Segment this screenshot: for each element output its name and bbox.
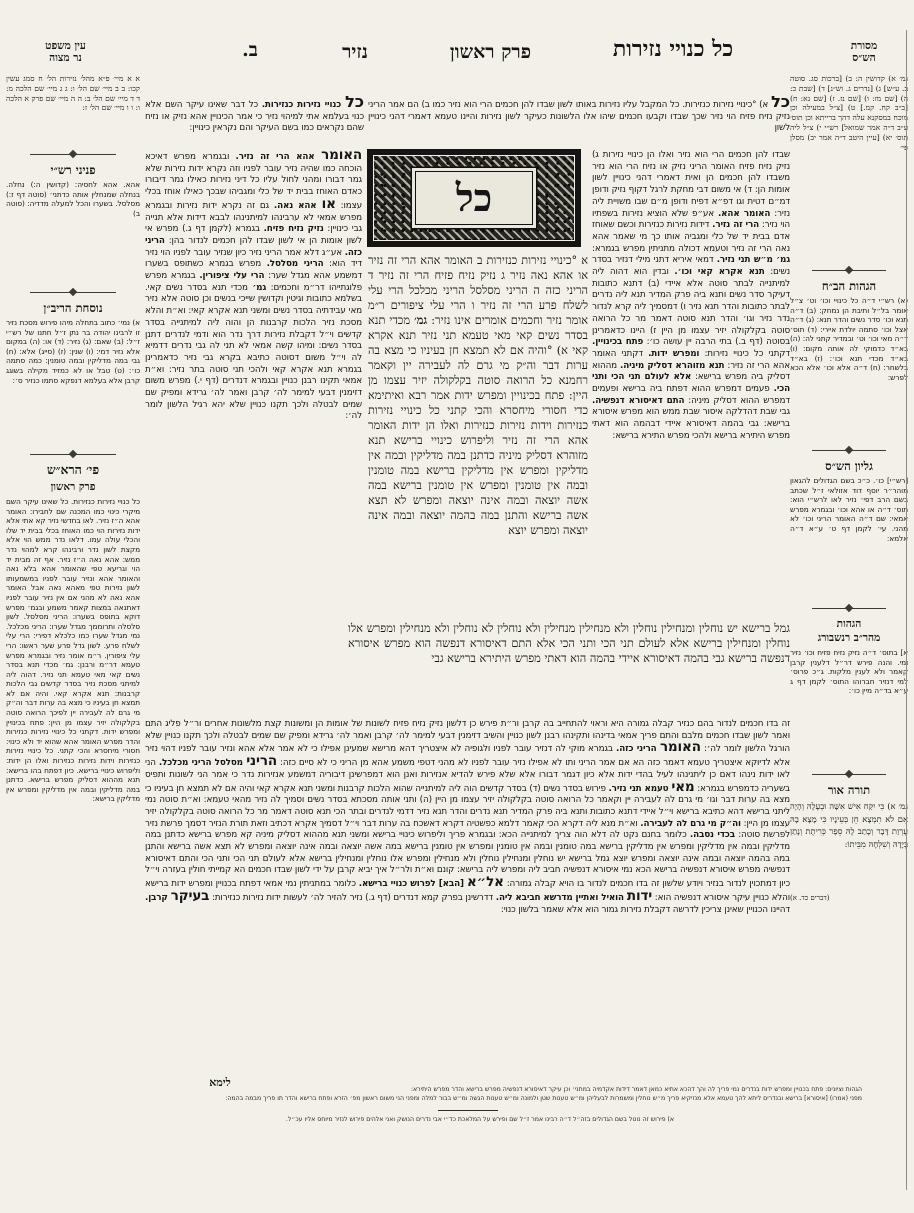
masoret-hashas-text: גמ׳ א) קדושין ה: ב) [ברכות סג. סוטה ב. ע״ש] ג) [נדרים ג. וש״נ] ד) [שבת כ: ה) [שם מז: ו) [שם נז. ז) [שם נא: ח) [ב״ב קח. קמ.] ט) [צ״ל במעילה וכן מוכח במסקנא עלה דהך ברייתא וכן תוס׳ ע״ב ד״ה אמר שמואל] רש״י י) צ״ל ליה תוס׳ יא) [עיין היטב ד״ה אמר יב) מסלן פי׳ xyxy=(790,74,908,152)
running-head-perek: פרק ראשון xyxy=(449,41,532,63)
gemara-column: א °כינויי נזירות כנזירות ב האומר אהא הרי זה נזיר או אהא נאה נזיר ג נזיק נזיח פזיח הרי זה נזיר ד הריני כזה ה הריני מסלסל הריני מכלכל הרי עלי לשלח פרע הרי זה נזיר ו הרי עלי ציפורים ר״מ אומר נזיר וחכמים אומרים אינו נזיר: גמ׳ מכדי תנא בסדר נשים קאי מאי טעמא תני נזיר תנא אקרא קאי א) °והיה אם לא תמצא חן בעיניו כי מצא בה ערות דבר וה״ק מי גרם לה לעבירה יין וקאמר רחמנא כל הרואה סוטה בקלקולה יזיר עצמו מן היין: פתח בכינויין ומפרש ידות אמר רבא ואיתימא כדי חסורי מיחסרא והכי קתני כל כינויי נזירות כנזירות וידות נזירות כנזירות ואלו הן ידות האומר אהא הרי זה נזיר וליפרוש כינויי ברישא תנא מזוהרא דסליק מיניה כדתנן במה מדליקין ובמה אין מדליקין ומפרש אין מדליקין ברישא במה טומנין ובמה אין טומנין ומפרש אין טומנין ברישא במה אשה יוצאה ובמה אינה יוצאה ומפרש לא תצא אשה ברישא והתנן במה בהמה יוצאה ובמה אינה יוצאה ומפרש יוצא xyxy=(368,254,588,537)
hagahot-habach-title: הגהות הב״ח xyxy=(821,279,877,293)
hagahot-ransburg-title xyxy=(790,617,908,645)
mishnah-ornamental-frame xyxy=(367,149,581,247)
catchword: לימא xyxy=(209,1076,231,1089)
section-divider xyxy=(16,288,130,297)
torah-or-title: תורה אור xyxy=(827,783,871,797)
page-edge-rule xyxy=(906,30,907,1190)
pninei-rashi-text: אהא. אהא לחסיה: (קדושין ה:) נחלה. בנחלה שמנחלין אותה כדתני׳ (סוטה דף ז:) מסלסל. בשערו והכל למעלה מדדיה: (סוטה ב) xyxy=(6,180,140,218)
running-head-chapter-name: כל כנויי נזירות xyxy=(612,36,734,62)
rashi-commentary-column: שבדו להן חכמים הרי הוא נזיר ואלו הן כינויי נזירות ג) נזיק נזיח פזיח האומר הריני נזיק או נזיח הרי הוא נזיר משבדו להן חכמים הן ואית דאמרי דהני כינויין לשון אומות הן: ד) אי משום דבי מחקת לרגל דקוף נזיק ודופן דמ״ם דטית וגו דפ״א דפיח ודופן מ״ם שבו משויית ליה נזיר: האומר אהא. אע״פ שלא הוציא נזירות בשפתיו הוי נזיר: הרי זה נזיר. דידות נזירות כנזירות וכשם שאוחז אדם בבית יד של כלי ומגביה אותו כך מי שאמר אהא נאה הרי זה נזיר וטעמא דכולה מתניתין מפרש בגמרא: גמ׳ מ״ש תני נזיר. דמאי איריא דתני מילי דנזיר בסדר נשים: תנא אקרא קאי וכו׳. ובדין הוא דהוה ליה למיתנייה לבתר סוטה אלא איידי (ב) דתנא כתובות דעיקר סדר נשים ותנא ביה פרק המדיר תנא ליה נדרים לבתר כתובות והדר תנא נזיר ו) דמסמיך ליה קרא לנדור נדר נזיר וגו׳ והדר תנא סוטה דאמר מר כל הרואה סוטה בקלקולה יזיר עצמו מן היין ז) היינו כדאמרינן בסוטה (דף ב.) בתי הרבה יין עושה כו׳: פתח בכינויין. דקתני כל כינויי נזירות: ומפרש ידות. דקתני האומר אהא הרי זה נזיר: תנא מזוהרא דסליק מיניה. מההוא דסליק ביה מפרש ברישא: אלא לעולם תני הכי ותני הכי. פעמים דמפרש ההוא דפתח ביה ברישא ופעמים דמפרש ההוא דסליק מיניה: התם דאיסורא דנפשיה. גבי שבת דהדלקה איסור שבת ממש הוא מפרש איסורא ברישא: גבי בהמה דאיסורא איידי דבהמה הוא דאתי מפרש היתירא ברישא ולהכי מפרש התירא ברישא: xyxy=(592,150,790,441)
tosafot-commentary-head: כל כנויי נזירות כנזירות. כל דבר שאינו עיקר השם אלא כנוי בעלמא אתי למיהוי נזיר כי אמר הכינויין אהא נזיק או נזיח שהם נקראים כמו בשם העיקר והם נקראין כינויין: xyxy=(145,96,364,134)
tosafot-wide-block: זה בדו חכמים לנדור בהם כנזיר קבלה גמורה היא וראוי להתחייב בה קרבן ור״ת פירש כן דלשון נזיק נזיח פזיח לשונות של אומות הן ומשונות קצת מלשונות אחרים ור״ל פליג התם ואמר לשון שבדו חכמים מלבם והתם פריך אמאי בדינהו ותקינהו רבנן לשון כנויין והשיב דזימנין דבעי למימר לה׳ קרבן ואמר לה׳ גרידא ומפיק שם שמים לבטלה ולכך תקנו כנויין שלא הורגל הלשון לומר לה׳: האומר הריני כזה. בגמרא מוקי לה דנזיר עובר לפניו ולגופיה לא איצטריך דהא מרישא שמעינן אפילו כי לא אמר אלא אהא ונזיר עובר לפניו דהוי נזיר אלא לדיוקא איצטריך טעמא דאמר כזה הא אם אמר הריני ותו לא אפילו נזיר עובר לפניו לא מהני דטפי משמע אהא מן הריני כי לא סיים כזה: הריני מסלסל הריני מכלכל. הני לאו ידות נינהו דאם כן ליתנינהו לעיל בהדי ידות אלא כיון דגמר דבורו אלא שלא פירש להדיא אנזירות ואנן הוא דמפרשינן דיבוריה דמשמע אנזירות נדר כי אמר הני לשונות ותפיס בשעריה כדמפרש בגמרא: מאי טעמא תני נזיר. פירוש בסדר נשים (ד) בסדר קדשים הוה ליה למיתנייה שהוא הלכות קרבנות ומשני תנא אקרא קאי והיה אם לא תמצא חן בעיניו כי מצא בה ערות דבר וגו׳ מי גרם לה לעבירה יין וקאמר כל הרואה סוטה בקלקולה יזיר עצמו מן היין (ה) ותני אותה מסכתא בסדר נשים וסמיך לה נזיר מהאי טעמא: וא״ת סוטה נמי ליתני ברישא דהא כתיבא ברישא וי״ל איידי דתנא כתובות ותנא ביה פרק המדיר תנא נדרים והדר תנא נזיר דדמי לנדרים ובתר הכי תנא סוטה דאמר מר כל הרואה סוטה בקלקולה יזיר עצמו מן היין: וה״ק מי גרם לה לעבירה. וא״ת מנא ליה דקרא הכי קאמר דלמא כפשטיה דקרא דאשכח בה ערות דבר וי״ל דסמיך אקרא דכתיב וזאת תורת הנזיר דסמך פרשת נזיר לפרשת סוטה: בכדי נסבה. כלומר בחנם נקט לה דלא הוה צריך למיתנייה הכא: ובגמרא פריך וליפרוש כינויי ברישא ומשני תנא מההוא דסליק מיניה קא מפרש ברישא כדתנן במה מדליקין ובמה אין מדליקין ומפרש אין מדליקין ברישא במה טומנין ובמה אין טומנין ומפרש אין טומנין ברישא במה אשה יוצאה ובמה אינה יוצאה ומפרש לא תצא אשה ברישא והתנן במה בהמה יוצאה ובמה אינה יוצאה ומפרש יוצא גמל ברישא יש נוחלין ומנחילין נוחלין ולא מנחילין ומפרש אלו נוחלין ומנחילין ברישא אלא לעולם תני הכי ותני הכי והתם דאיסורא דנפשיה מפרש איסורא דנפשיה ברישא הכא נמי איסורא דנפשיה חביב ליה ומפרש ליה ברישא: קונם וא״ת ולר״ל איך יביא קרבן על ידי לשון שבדו חכמים הא קמייתי חולין בעזרה וי״ל כיון דמתכוין לנדור בנזיר ויודע שלשון זה בדו חכמים לנדור בו הויא קבלה גמורה: אל״א [הבא] לפרוש כנויי ברישא. כלומר במתניתין נמי אמאי דפתח בכנויין ומפרש ידות ברישא והלא כנויין עיקר איסורא דנפשיה הוא: ידות הואיל ואתיין מדרשא חביבא ליה. דדרשינן בפרק קמא דנדרים (דף ג.) נזיר להזיר לה׳ לעשות ידות נזירות כנזירות: בעיקר קרבן. דהיינו הכנויין שאינן צריכין לדרשה דקבלת נזירות גמור הוא אלא שאמר בלשון כנוי: xyxy=(145,719,790,915)
gilyon-hashas-text: [רש״י] כו׳. כ״כ בשם הגדולים להגאון מוהר״ר יוסף דוד אזולאי ז״ל שכתב בשם הרב דפי׳ נזיר לאו לרש״י הוא: תוס׳ ד״ה או אהא וכו׳ ובגמרא מפרש אמאי: שם ד״ה האומר הריני וכו׳ לא מהני. עי׳ לקמן דף ט׳ ע״א ד״ה אלמא: xyxy=(790,476,908,543)
ein-mishpat-title-line1: עין משפט xyxy=(45,40,86,52)
pi-harosh-text: כל כנויי נזירות כנזירות. כל שאינו עיקר השם מיקרי כינוי כמו המכנה שם לחבירו: האומר אהא ה״ז נזיר. לאו בחדשי נזיר קא אתי אלא ידות נזירות הוי כמו האוחז בכלי בבית יד שלו והכלי עולה עמו. דלאו נדר ממש הוי אלא מקצת לשון נדר ורבינהו קרא למהוי נדר ממש: אהא נאה ה״ז נזיר. אף זה מבית יד הוי וגריעא טפי שהאומר אהא בלא נאה והאומר אהא ונזיר עובר לפניו במשמעותו לשון נזירות טפי מאהא נאה אבל האומר אהא נאה לא מהני אם אין נזיר עובר לפניו דאתנאה במצות קאמר משמע ובגמ׳ מפרש דוקא בתופס בשערו: הריני מסלסל. לשון סלסלה ותרוממך מגדל שערו: הריני מכלכל. נמי מגדל שערו כמו כלכלא דפירי: הרי עלי לשלח פרע. לשון גדל פרע שער ראשו: הרי עלי ציפורין. ר״מ אומר נזיר ובגמרא מפרש טעמא דר״מ ורבנן: גמ׳ מכדי תנא בסדר נשים קאי מאי טעמא תני נזיר. דהוה ליה למיתני מסכת נזיר בסדר קדשים גבי הלכות קרבנות: תנא אקרא קאי. והיה אם לא תמצא חן בעיניו כי מצא בה ערות דבר וה״ק מי גרם לה לעבירה יין לפיכך הרואה סוטה בקלקולה יזיר עצמו מן היין: פתח בכינויין ומפרש ידות. דקתני כל כינויי נזירות כנזירות והדר מפרש האומר אהא שהוא יד ולא כינוי: חסורי מיחסרא והכי קתני. כל כינויי נזירות כנזירות וידות נזירות כנזירות ואלו הן ידות: וליפרוש כינויי ברישא. כיון דפתח בהו ברישא: תנא מההוא דסליק מפרש ברישא. כדתנן במה מדליקין ובמה אין מדליקין ומפרש אין מדליקין ברישא: xyxy=(6,497,140,804)
masoret-hashas-header xyxy=(822,40,906,64)
footnote-line-1: הגהות וציונים: פתח בכנויין ומפרש ידות בנדרים נמי פריך לה והך דהכא אתיא כמאן דאמר דידות אקדמיה במתני׳ וכן עיקר דאיסורא דנפשיה מפרש ברישא והדר מפרש היתירא: xyxy=(410,1086,862,1093)
rashi-commentary-head: כל א) °כינויי נזירות כנזירות. כל המקבל עליו נזירות באותו לשון שבדו להן חכמים הרי הוא נזיר כמו ב) הם אמר הריני נזיק נזיח פזיח הוי נזיר שכך שבדו וקבעו חכמים שיהו אלו הלשונות כעיקר לשון נזירות והיינו טעמא דאמרי דהני כינויין לשון xyxy=(368,96,790,134)
hagahot-habach-text: (א) רש״י ד״ה כל כינויי וכו׳ וט׳ צ״ל אומר בל״ל ותיבת הן נמחק: (ב) ד״ה תנא וכו׳ סדר נשים והדר תנא: (ג) ד״ה אצל וכו׳ סתמה יולדת איירי: (ד) תוס׳ ד״ה מאי וכו׳ וט׳ ובמדיר קתני לה: (ה) בא״ד כדמוקי לה אותה מקום: (ו) בא״ד מכדי תנא וכו׳: (ז) בא״ד בלשחר: (ח) ד״ה אלא וכו׳ אלא הכא לפרש: xyxy=(790,296,908,382)
ein-mishpat-header xyxy=(18,40,113,64)
section-divider xyxy=(800,446,898,455)
section-divider xyxy=(800,770,898,779)
torah-or-source: (דברים כד. א) xyxy=(790,894,830,902)
left-margin-column xyxy=(6,74,140,1086)
right-margin-column xyxy=(790,74,908,919)
footnote-divider xyxy=(438,1110,498,1111)
gilyon-hashas-title: גליון הש״ס xyxy=(825,459,873,473)
ransburg-title-line1: הגהות xyxy=(836,618,862,630)
ein-mishpat-title-line2: נר מצוה xyxy=(49,52,82,64)
ransburg-title-line2: מהר״ב רנשבורג xyxy=(817,632,881,644)
section-divider xyxy=(800,266,898,275)
pi-harosh-title: פי׳ הרא״ש xyxy=(46,462,100,477)
tosafot-commentary-column: האומר אהא הרי זה נזיר. ובגמרא מפרש דאיכא הוכחה כמו שהיה נזיר עובר לפניו וזה נקרא ידות נזירות שלא גמר דבורו ומהני לחול עליו כל דיני נזירות כאילו גמר דיבורו כאדם האוחז בבית יד של כלי ומגביהו שבכך כאילו אוחז בכלי עצמו: או אהא נאה. גם זה נקרא ידות נזירות ובגמרא מפרש אמאי לא ערבינהו למיתנינהו לבבא דידות אלא תנייה גבי כינויין: נזיק נזיח פזיח. בגמרא (לקמן דף ג.) מפרש אי לשון אומות הן אי לשון שבדו להן חכמים לנדור בהן: הריני כזה. אע״ג דלא אמר הריני נזיר כיון שנזיר עובר לפניו הוי נזיר דיד הוא: הריני מסלסל. מפרש בגמרא כשתופס בשערו דמשמע אהא מגדל שער: הרי עלי ציפורין. בגמרא מפרש פלוגתייהו דר״מ וחכמים: גמ׳ מכדי תנא בסדר נשים קאי. בשלמא כתובות וגיטין וקדושין שייכי בנשים וכן סוטה אלא נזיר מאי עבידתיה בסדר נשים ומשני תנא אקרא קאי: וא״ת והלא מסכת נזיר הלכות קרבנות הן והוה ליה למיתנייה בסדר קדשים וי״ל דקבלת נזירות דרך נדר הוא ודמי לנדרים דתנן בסדר נשים: ומיהו קשה אמאי לא תני לה גבי נדרים דדמיא לה וי״ל משום דסוטה כתיבא בקרא גבי נזיר כדאמרינן בגמרא תנא אקרא קאי ולהכי תני סוטה בתר נזיר: וא״ת אמאי תקינו רבנן כנויין ובגמרא דנדרים (דף י.) מפרש משום דזימנין דבעי למימר לה׳ קרבן ואמר לה׳ גרידא ומפיק שם שמים לבטלה ולכך תקנו כנויין שלא יהא רגיל הלשון לומר לה׳: xyxy=(145,150,362,422)
masoret-title-line2: הש״ס xyxy=(852,52,876,64)
section-divider xyxy=(16,450,130,459)
gemara-wide-block: גמל ברישא יש נוחלין ומנחילין נוחלין ולא מנחילין מנחילין ולא נוחלין לא נוחלין ולא מנחילין ומפרש אלו נוחלין ומנחילין ברישא אלא לעולם תני הכי ותני הכי אלא התם דאיסורא דנפשה הוא מפרש איסורא דנפשה ברישא גבי בהמה דאיסורא איידי בהמה הוא דאתי מפרש היתירא ברישא גבי xyxy=(348,622,790,665)
footnote-line-2: מפני (אמרו) [איסורא] ברישא ובנדרים ליתא להך טעמא אלא מנזיקיא פריך מ״ש נוחלין ומשמרות לבעליהן ומ״ש טענות שטן ולמונה ומ״ש טענות הגשה ומ״ש בבור למלה ומפני הני משום ראשון מפ׳ הזרא ופתח ברישא והדר תו פריך מבמה בהמה: xyxy=(225,1095,862,1102)
hagahot-ransburg-text: א] בתוס׳ ד״ה נזיק נזיח פזיח וכו׳ נזיר ומי. והנה פירש דר״ל דלענין קרבן קאמר ולא לענין מלקות. ג״כ פרוס׳ למי דנזיר חברוהו התוס׳ לקמן דף ג ע״א בד״ה מיין כו׳: xyxy=(790,648,908,696)
nuschat-harivan-text: א) נמי׳ כתוב בתחלה מיהו פירוש מסכת נזיר זו לרבינו יהודה בר נתן ז״ל חתנו של רש״י ז״ל: (ב) שאם: (ג) נזיר: (ד) או: (ה) במקום אלא נזיר דמי: (ו) שנין: (ז) (סייג) אלא: (ח) גבי במה מדליקין ובמה טומנין: כמה סתמה כו׳: (ט) טבל או לא כמזיד מקילה בשוגג קרבן אלא בעלמא דנפקא סתמו כנזיר ס׳: xyxy=(6,318,140,385)
frame-initial-word: כל xyxy=(415,171,533,225)
daf-number: ב. xyxy=(242,39,258,61)
torah-or-text: גמ׳ א) כִּי יִקַּח אִישׁ אִשָּׁה וּבְעָלָהּ וְהָיָה אִם לֹא תִמְצָא חֵן בְּעֵינָיו כִּי מָצָא בָהּ עֶרְוַת דָּבָר וְכָתַב לָהּ סֵפֶר כְּרִיתֻת וְנָתַן בְּיָדָהּ וְשִׁלְּחָהּ מִבֵּיתוֹ: xyxy=(790,801,908,849)
nuschat-harivan-title: נוסחת הריב״ן xyxy=(43,301,103,315)
section-divider xyxy=(800,604,898,613)
pninei-rashi-title: פניני רש״י xyxy=(50,163,96,177)
frame-ornament-band xyxy=(373,155,575,241)
section-divider xyxy=(16,150,130,159)
masoret-title-line1: מסורת xyxy=(850,40,878,52)
ein-mishpat-text: א א מיי׳ פ״א מהל׳ נזירות הל׳ ח סמג עשין קכו: ב ב מיי׳ שם הל׳ ו: ג ג מיי׳ שם הלכה מ: ד ד מיי׳ שם הל׳ ב: ה ה מיי׳ שם פרק א הלכה ו: ו ו מיי׳ שם הל׳ ז: xyxy=(6,74,140,113)
footnote-line-3: א) פירוש זה נוטל בשם הגדולים בזה״ל ד״ה רבינו אמר ז״ל שם ופירש על המלאכת כד״י אבי נדרים הנושק ואני אלהים פירוש לנזיר מיוחס אליו עכ״ל. xyxy=(285,1116,675,1123)
pi-harosh-perek-subtitle: פרק ראשון xyxy=(50,481,96,493)
running-head-masechet: נזיר xyxy=(342,41,368,63)
